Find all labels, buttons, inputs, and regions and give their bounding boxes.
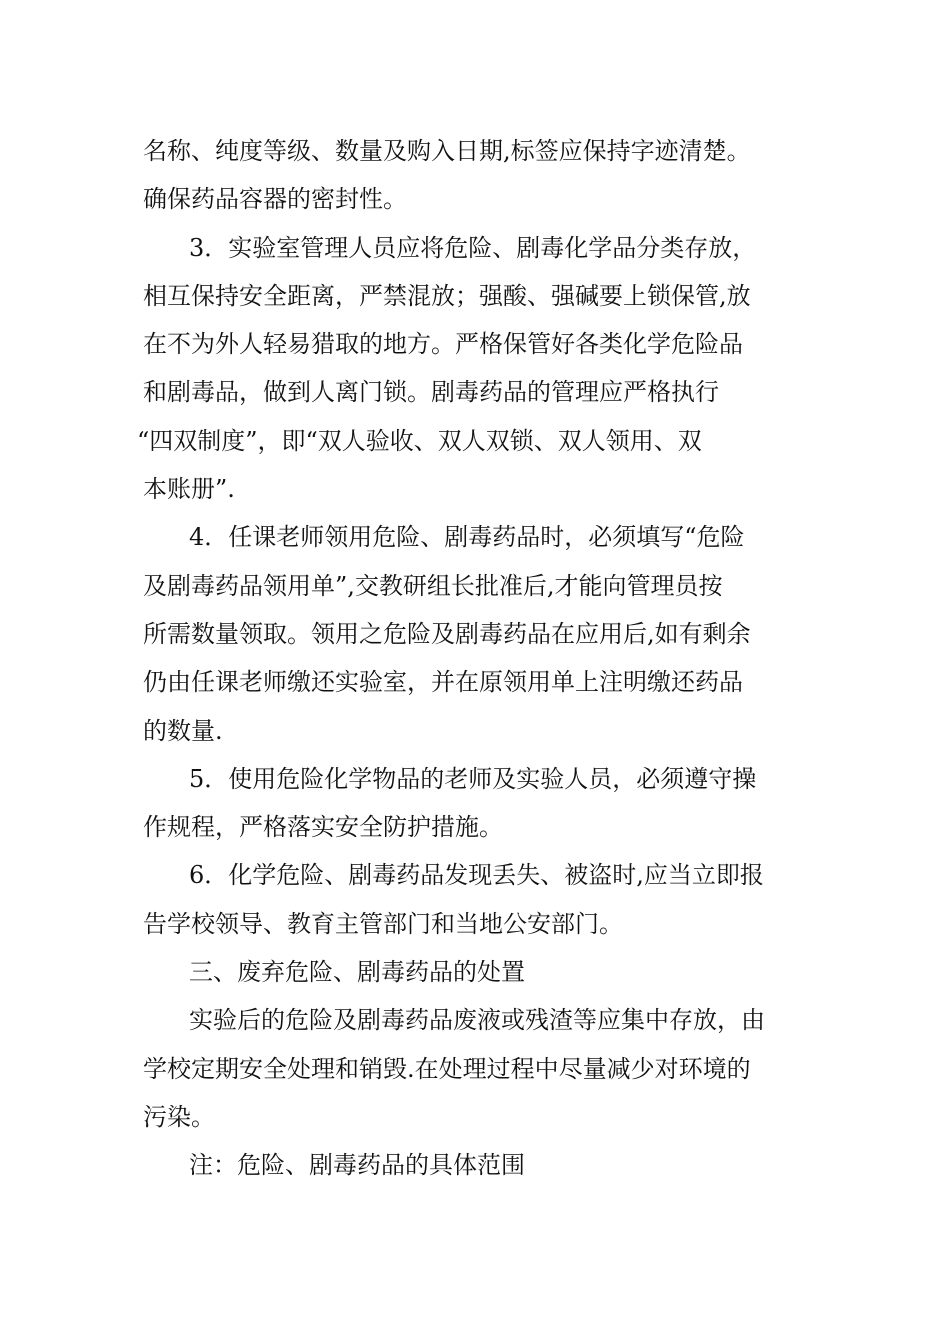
paragraph-item-5-start: 5．使用危险化学物品的老师及实验人员，必须遵守操 xyxy=(189,764,757,793)
document-body xyxy=(137,127,808,1190)
paragraph-item-4-start: 4．任课老师领用危险、剧毒药品时，必须填写“危险 xyxy=(189,523,745,552)
paragraph-item-6-start: 6．化学危险、剧毒药品发现丢失、被盗时,应当立即报 xyxy=(189,861,764,890)
note-line: 注：危险、剧毒药品的具体范围 xyxy=(189,1151,525,1180)
text-line: 所需数量领取。领用之危险及剧毒药品在应用后,如有剩余 xyxy=(143,619,751,648)
text-line: 在不为外人轻易猎取的地方。严格保管好各类化学危险品 xyxy=(143,330,743,359)
text-line: 作规程，严格落实安全防护措施。 xyxy=(143,813,503,842)
text-line: 学校定期安全处理和销毁.在处理过程中尽量减少对环境的 xyxy=(143,1054,751,1083)
section-heading: 三、废弃危险、剧毒药品的处置 xyxy=(189,958,525,987)
text-line: 的数量. xyxy=(143,716,223,745)
paragraph-start: 实验后的危险及剧毒药品废液或残渣等应集中存放，由 xyxy=(189,1006,765,1035)
text-line: “四双制度”，即“双人验收、双人双锁、双人领用、双 xyxy=(137,426,702,455)
text-line: 本账册”. xyxy=(143,475,235,504)
text-line: 和剧毒品，做到人离门锁。剧毒药品的管理应严格执行 xyxy=(143,378,719,407)
text-line: 名称、纯度等级、数量及购入日期,标签应保持字迹清楚。 xyxy=(143,137,751,165)
text-line: 及剧毒药品领用单”,交教研组长批准后,才能向管理员按 xyxy=(143,571,723,600)
text-line: 相互保持安全距离，严禁混放；强酸、强碱要上锁保管,放 xyxy=(143,281,751,310)
text-line: 告学校领导、教育主管部门和当地公安部门。 xyxy=(143,909,623,938)
text-line: 污染。 xyxy=(143,1102,215,1131)
text-line: 仍由任课老师缴还实验室，并在原领用单上注明缴还药品 xyxy=(143,668,743,697)
text-line: 确保药品容器的密封性。 xyxy=(143,185,407,214)
paragraph-item-3-start: 3．实验室管理人员应将危险、剧毒化学品分类存放， xyxy=(189,233,757,262)
